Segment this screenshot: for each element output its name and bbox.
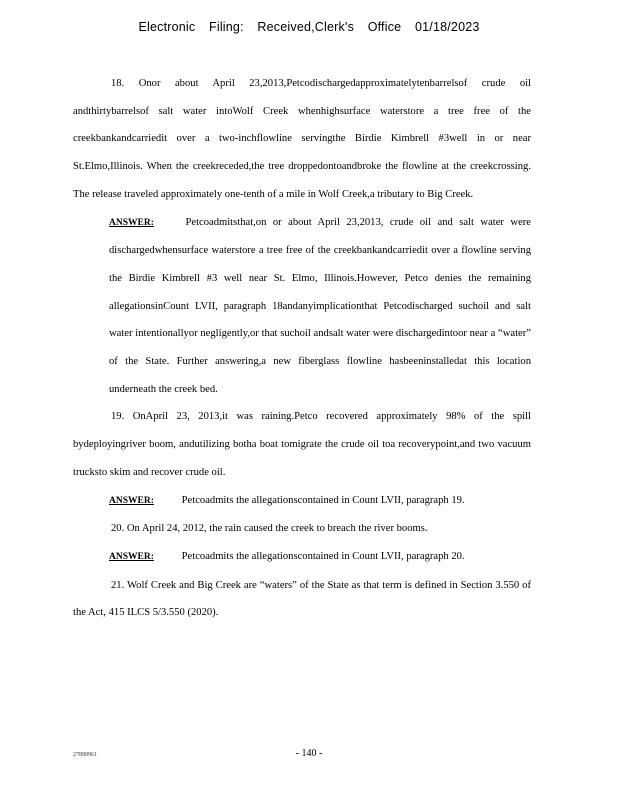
answer-18: [73, 209, 531, 404]
answer-20: [73, 543, 531, 572]
document-body: [73, 70, 531, 627]
answer-text: Petcoadmitsthat,on or about April 23,2013, crude oil and salt water were dischargedwhensurface waterstore a tree free of the creekbankandcarriedit over a flowline serving the Birdie Kimbrell #3 well near St. Elmo, Illinois.However, Petco denies the remaining allegationsinCount LVII, paragraph 18andanyimplicationthat Petcodischarged suchoil and salt water intentionallyor negligently,or that suchoil andsalt water were dischargedintoor near a “water” of the State. Further answering,a new fiberglass flowline hasbeeninstalledat this location underneath the creek bed.: [109, 216, 532, 395]
paragraph-19: 19. OnApril 23, 2013,it was raining.Petco recovered approximately 98% of the spill bydeployingriver boom, andutilizing botha boat tomigrate the crude oil toa recoverypoint,and two vacuum trucksto skim and recover crude oil.: [73, 411, 531, 478]
answer-19: [73, 487, 531, 516]
paragraph-20: 20. On April 24, 2012, the rain caused the creek to breach the river booms.: [111, 523, 428, 535]
answer-label: ANSWER:: [109, 495, 154, 506]
paragraph-18: 18. Onor about April 23,2013,Petcodischargedapproximatelytenbarrelsof crude oil andthirtybarrelsof salt water intoWolf Creek whenhighsurface waterstore a tree free of the creekbankandcarriedit over a two-inchflowline servingthe Birdie Kimbrell #3well in or near St.Elmo,Illinois. When the creekreceded,the tree droppedontoandbroke the flowline at the creekcrossing. The release traveled approximately one-tenth of a mile in Wolf Creek,a tributary to Big Creek.: [73, 78, 531, 200]
paragraph-21: 21. Wolf Creek and Big Creek are “waters” of the State as that term is defined in Section 3.550 of the Act, 415 ILCS 5/3.550 (2020).: [73, 579, 531, 619]
filing-stamp-header: Electronic Filing: Received,Clerk's Office 01/18/2023: [138, 20, 480, 34]
document-id: 27890961: [73, 752, 97, 758]
answer-label: ANSWER:: [109, 551, 154, 562]
answer-text: Petcoadmits the allegationscontained in Count LVII, paragraph 19.: [181, 494, 465, 506]
answer-text: Petcoadmits the allegationscontained in Count LVII, paragraph 20.: [181, 550, 465, 562]
answer-label: ANSWER:: [109, 217, 154, 228]
page-number: - 140 -: [295, 748, 323, 759]
